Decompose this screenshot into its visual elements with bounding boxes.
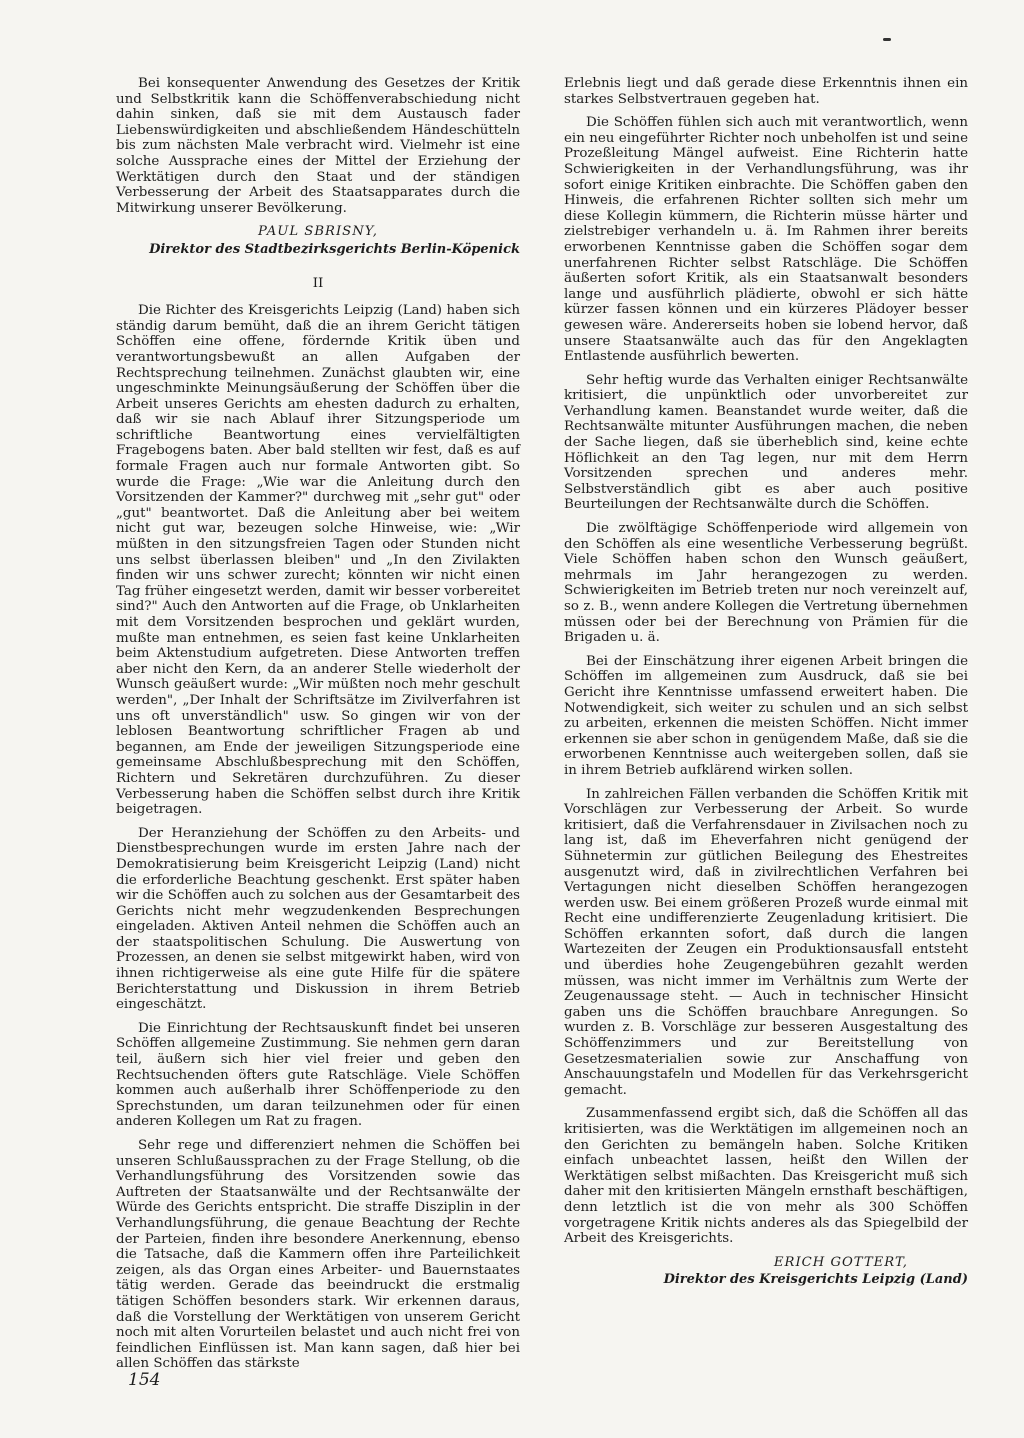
body-paragraph: Zusammenfassend ergibt sich, daß die Schöffen all das kritisierten, was die Werktätigen im allgemeinen noch an den Gerichten zu bemängeln haben. Solche Kritiken einfach unbeachtet lassen, heißt den Willen der Werktätigen selbst mißachten. Das Kreisgericht muß sich daher mit den kritisierten Mängeln ernsthaft beschäftigen, denn letztlich ist die von mehr als 300 Schöffen vorgetragene Kritik nichts anderes als das Spiegelbild der Arbeit des Kreisgerichts. <box>564 1106 968 1247</box>
signature-name-gottert: ERICH GOTTERT, <box>773 1254 908 1270</box>
body-paragraph: Die zwölftägige Schöffenperiode wird allgemein von den Schöffen als eine wesentliche Verbesserung begrüßt. Viele Schöffen haben schon den Wunsch geäußert, mehrmals im Jahr herangezogen zu werden. Schwierigkeiten im Betrieb treten nur noch vereinzelt auf, so z. B., wenn andere Kollegen die Vertretung übernehmen müssen oder bei der Berechnung von Prämien für die Brigaden u. ä. <box>564 521 968 646</box>
right-column <box>564 76 968 1300</box>
intro-paragraph: Bei konsequenter Anwendung des Gesetzes der Kritik und Selbstkritik kann die Schöffenverabschiedung nicht dahin sinken, daß sie mit dem Austausch fader Liebenswürdigkeiten und abschließendem Händeschütteln bis zum nächsten Male verbracht wird. Vielmehr ist eine solche Aussprache eines der Mittel der Erziehung der Werktätigen durch den Staat und der ständigen Verbesserung der Arbeit des Staatsapparates durch die Mitwirkung unserer Bevölkerung. <box>116 76 520 216</box>
body-paragraph: Die Richter des Kreisgerichts Leipzig (Land) haben sich ständig darum bemüht, daß die an ihrem Gericht tätigen Schöffen eine offene, fördernde Kritik üben und verantwortungsbewußt an allen Aufgaben der Rechtsprechung teilnehmen. Zunächst glaubten wir, eine ungeschminkte Meinungsäußerung der Schöffen über die Arbeit unseres Gerichts am ehesten dadurch zu erhalten, daß wir sie nach Ablauf ihrer Sitzungsperiode um schriftliche Beantwortung eines vervielfältigten Fragebogens baten. Aber bald stellten wir fest, daß es auf formale Fragen auch nur formale Antworten gibt. So wurde die Frage: „Wie war die Anleitung durch den Vorsitzenden der Kammer?" durchweg mit „sehr gut" oder „gut" beantwortet. Daß die Anleitung aber bei weitem nicht gut war, bezeugen solche Hinweise, wie: „Wir müßten in den sitzungsfreien Tagen oder Stunden nicht uns selbst überlassen bleiben" und „In den Zivilakten finden wir uns schwer zurecht; könnten wir nicht einen Tag früher eingesetzt werden, damit wir besser vorbereitet sind?" Auch den Antworten auf die Frage, ob Unklarheiten mit dem Vorsitzenden besprochen und geklärt wurden, mußte man entnehmen, es seien fast keine Unklarheiten beim Aktenstudium aufgetreten. Diese Antworten treffen aber nicht den Kern, da an anderer Stelle wiederholt der Wunsch geäußert wurde: „Wir müßten noch mehr geschult werden", „Der Inhalt der Schriftsätze im Zivilverfahren ist uns oft unverständlich" usw. So gingen wir von der leblosen Beantwortung schriftlicher Fragen ab und begannen, am Ende der jeweiligen Sitzungsperiode eine gemeinsame Abschlußbesprechung mit den Schöffen, Richtern und Sekretären durchzuführen. Zu dieser Verbesserung haben die Schöffen selbst durch ihre Kritik beigetragen. <box>116 303 520 818</box>
signature-title-sbrisny: Direktor des Stadtbezirksgerichts Berlin-Köpenick <box>149 241 520 257</box>
page-number: 154 <box>128 1370 161 1390</box>
body-paragraph: Die Einrichtung der Rechtsauskunft findet bei unseren Schöffen allgemeine Zustimmung. Sie nehmen gern daran teil, äußern sich hier viel freier und geben den Rechtsuchenden öfters gute Ratschläge. Viele Schöffen kommen auch außerhalb ihrer Schöffenperiode zu den Sprechstunden, um daran teilzunehmen oder für einen anderen Kollegen um Rat zu fragen. <box>116 1020 520 1130</box>
body-paragraph: Bei der Einschätzung ihrer eigenen Arbeit bringen die Schöffen im allgemeinen zum Ausdruck, daß sie bei Gericht ihre Kenntnisse umfassend erweitert haben. Die Notwendigkeit, sich weiter zu schulen und an sich selbst zu arbeiten, erkennen die meisten Schöffen. Nicht immer erkennen sie aber schon in genügendem Maße, daß sie die erworbenen Kenntnisse auch weitergeben sollen, daß sie in ihrem Betrieb aufklärend wirken sollen. <box>564 653 968 778</box>
body-paragraph: Die Schöffen fühlen sich auch mit verantwortlich, wenn ein neu eingeführter Richter noch unbeholfen ist und seine Prozeßleitung Mängel aufweist. Eine Richterin hatte Schwierigkeiten in der Verhandlungsführung, was ihr sofort einige Kritiken einbrachte. Die Schöffen gaben den Hinweis, die erfahrenen Richter sollten sich mehr um diese Kollegin kümmern, die Richterin müsse härter und zielstrebiger verhandeln u. ä. Im Rahmen ihrer bereits erworbenen Kenntnisse gaben die Schöffen sogar dem unerfahrenen Richter selbst Ratschläge. Die Schöffen äußerten sofort Kritik, als ein Staatsanwalt besonders lange und ausführlich plädierte, obwohl er sich hätte kürzer fassen können und ein kürzeres Plädoyer besser gewesen wäre. Andererseits hoben sie lobend hervor, daß unsere Staatsanwälte auch das für den Angeklagten Entlastende ausführlich bewerten. <box>564 115 968 365</box>
left-column <box>116 76 520 1380</box>
body-paragraph: Sehr rege und differenziert nehmen die Schöffen bei unseren Schlußaussprachen zu der Frage Stellung, ob die Verhandlungsführung des Vorsitzenden sowie das Auftreten der Staatsanwälte und der Rechtsanwälte der Würde des Gerichts entspricht. Die straffe Disziplin in der Verhandlungsführung, die genaue Beachtung der Rechte der Parteien, finden ihre besondere Anerkennung, ebenso die Tatsache, daß die Kammern offen ihre Parteilichkeit zeigen, als das Organ eines Arbeiter- und Bauernstaates tätig werden. Gerade das beeindruckt die erstmalig tätigen Schöffen besonders stark. Wir erkennen daraus, daß die Vorstellung der Werktätigen von unserem Gericht noch mit alten Vorurteilen belastet und auch nicht frei von feindlichen Einflüssen ist. Man kann sagen, daß hier bei allen Schöffen das stärkste <box>116 1138 520 1372</box>
print-speck <box>883 38 891 41</box>
body-paragraph: Sehr heftig wurde das Verhalten einiger Rechtsanwälte kritisiert, die unpünktlich oder unvorbereitet zur Verhandlung kamen. Beanstandet wurde weiter, daß die Rechtsanwälte mitunter Ausführungen machen, die neben der Sache liegen, daß sie überheblich sind, keine echte Höflichkeit an den Tag legen, nur mit dem Herrn Vorsitzenden sprechen und anderes mehr. Selbstverständlich gibt es aber auch positive Beurteilungen der Rechtsanwälte durch die Schöffen. <box>564 372 968 513</box>
signature-title-gottert: Direktor des Kreisgerichts Leipzig (Land) <box>663 1272 968 1288</box>
continuation-paragraph: Erlebnis liegt und daß gerade diese Erkenntnis ihnen ein starkes Selbstvertrauen gegeben hat. <box>564 76 968 107</box>
signature-name-sbrisny: PAUL SBRISNY, <box>258 224 378 240</box>
section-heading: II <box>312 275 324 291</box>
body-paragraph: In zahlreichen Fällen verbanden die Schöffen Kritik mit Vorschlägen zur Verbesserung der Arbeit. So wurde kritisiert, daß die Verfahrensdauer in Zivilsachen noch zu lang ist, daß im Eheverfahren nicht genügend der Sühnetermin zur gütlichen Beilegung des Ehestreites ausgenutzt wird, daß in zivilrechtlichen Verfahren bei Vertagungen nicht dieselben Schöffen herangezogen werden usw. Bei einem größeren Prozeß wurde einmal mit Recht eine undifferenzierte Zeugenladung kritisiert. Die Schöffen erkannten sofort, daß durch die langen Wartezeiten der Zeugen ein Produktionsausfall entsteht und überdies hohe Zeugengebühren gezahlt werden müssen, was nicht immer im Verhältnis zum Werte der Zeugenaussage steht. — Auch in technischer Hinsicht gaben uns die Schöffen brauchbare Anregungen. So wurden z. B. Vorschläge zur besseren Ausgestaltung des Schöffenzimmers und zur Bereitstellung von Gesetzesmaterialien sowie zur Anschaffung von Anschauungstafeln und Modellen für das Verkehrsgericht gemacht. <box>564 786 968 1098</box>
body-paragraph: Der Heranziehung der Schöffen zu den Arbeits- und Dienstbesprechungen wurde im ersten Jahre nach der Demokratisierung beim Kreisgericht Leipzig (Land) nicht die erforderliche Beachtung geschenkt. Erst später haben wir die Schöffen auch zu solchen aus der Gesamtarbeit des Gerichts nicht mehr wegzudenkenden Besprechungen eingeladen. Aktiven Anteil nehmen die Schöffen auch an der staatspolitischen Schulung. Die Auswertung von Prozessen, an denen sie selbst mitgewirkt haben, wird von ihnen richtigerweise als eine gute Hilfe für die spätere Berichterstattung und Diskussion in ihrem Betrieb eingeschätzt. <box>116 825 520 1013</box>
